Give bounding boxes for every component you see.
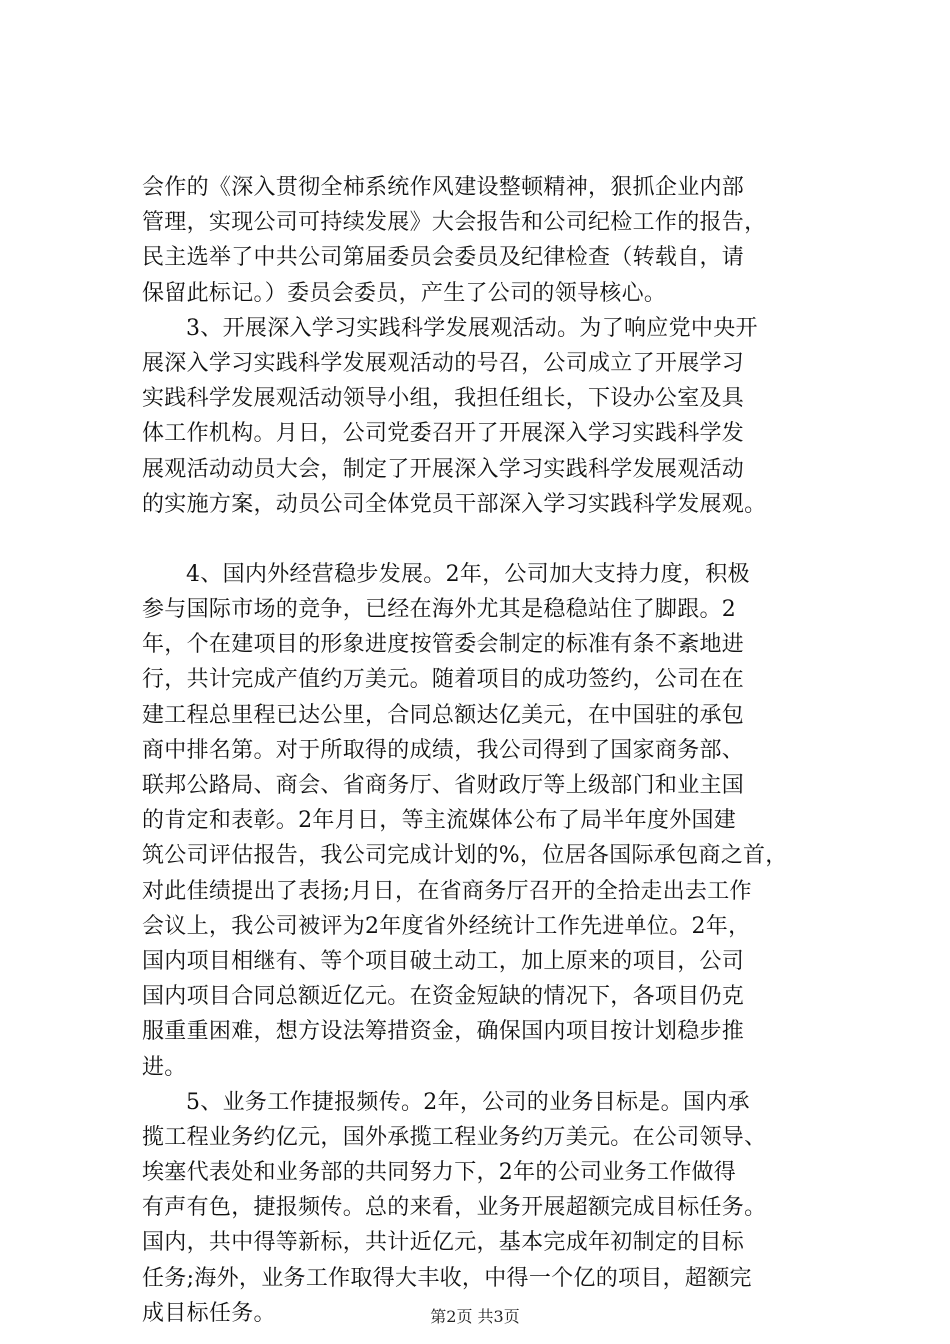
page-footer: 第2页 共3页 bbox=[430, 1307, 520, 1326]
text-line: 有声有色，捷报频传。总的来看，业务开展超额完成目标任务。 bbox=[142, 1195, 767, 1221]
text-line: 参与国际市场的竞争，已经在海外尤其是稳稳站住了脚跟。2 bbox=[142, 597, 737, 623]
text-line: 埃塞代表处和业务部的共同努力下，2年的公司业务工作做得 bbox=[142, 1160, 737, 1186]
text-line: 展深入学习实践科学发展观活动的号召，公司成立了开展学习 bbox=[142, 350, 745, 376]
text-line: 会作的《深入贯彻全柿系统作风建设整顿精神，狠抓企业内部 bbox=[142, 175, 745, 200]
text-line: 筑公司评估报告，我公司完成计划的%，位居各国际承包商之首， bbox=[142, 843, 788, 869]
text-line: 任务;海外，业务工作取得大丰收，中得一个亿的项目，超额完 bbox=[142, 1265, 752, 1291]
text-line: 会议上，我公司被评为2年度省外经统计工作先进单位。2年， bbox=[142, 913, 751, 939]
text-line: 的肯定和表彰。2年月日，等主流媒体公布了局半年度外国建 bbox=[142, 808, 737, 834]
text-line: 联邦公路局、商会、省商务厅、省财政厅等上级部门和业主国 bbox=[142, 773, 745, 798]
paragraph-1 bbox=[142, 170, 842, 311]
text-line: 年，个在建项目的形象进度按管委会制定的标准有条不紊地进 bbox=[142, 632, 745, 658]
text-line: 民主选举了中共公司第届委员会委员及纪律检查（转载自，请 bbox=[142, 245, 745, 271]
paragraph-4 bbox=[142, 1085, 842, 1331]
text-line: 建工程总里程已达公里，合同总额达亿美元，在中国驻的承包 bbox=[142, 702, 745, 728]
paragraph-2 bbox=[142, 311, 842, 522]
text-line: 进。 bbox=[142, 1054, 187, 1080]
paragraph-gap bbox=[142, 522, 842, 557]
text-line: 的实施方案，动员公司全体党员干部深入学习实践科学发展观。 bbox=[142, 491, 767, 517]
text-line: 展观活动动员大会，制定了开展深入学习实践科学发展观活动 bbox=[142, 456, 745, 482]
text-line: 管理，实现公司可持续发展》大会报告和公司纪检工作的报告， bbox=[142, 210, 767, 236]
text-line: 保留此标记。）委员会委员，产生了公司的领导核心。 bbox=[142, 280, 667, 306]
text-line: 商中排名第。对于所取得的成绩，我公司得到了国家商务部、 bbox=[142, 737, 745, 763]
text-line: 国内项目相继有、等个项目破土动工，加上原来的项目，公司 bbox=[142, 948, 745, 974]
text-line: 4、国内外经营稳步发展。2年，公司加大支持力度，积极 bbox=[186, 561, 750, 587]
text-line: 3、开展深入学习实践科学发展观活动。为了响应党中央开 bbox=[186, 315, 758, 341]
text-line: 揽工程业务约亿元，国外承揽工程业务约万美元。在公司领导、 bbox=[142, 1124, 767, 1150]
text-line: 行，共计完成产值约万美元。随着项目的成功签约，公司在在 bbox=[142, 667, 745, 693]
text-line: 国内，共中得等新标，共计近亿元，基本完成年初制定的目标 bbox=[142, 1230, 745, 1256]
text-line: 对此佳绩提出了表扬;月日，在省商务厅召开的全拾走出去工作 bbox=[142, 878, 752, 904]
text-line: 国内项目合同总额近亿元。在资金短缺的情况下，各项目仍克 bbox=[142, 984, 745, 1010]
text-line: 5、业务工作捷报频传。2年，公司的业务目标是。国内承 bbox=[186, 1089, 750, 1115]
text-line: 实践科学发展观活动领导小组，我担任组长，下设办公室及具 bbox=[142, 386, 745, 412]
text-line: 成目标任务。 bbox=[142, 1300, 276, 1326]
text-line: 体工作机构。月日，公司党委召开了开展深入学习实践科学发 bbox=[142, 421, 745, 447]
document-body bbox=[142, 170, 842, 1331]
text-line: 服重重困难，想方设法筹措资金，确保国内项目按计划稳步推 bbox=[142, 1019, 745, 1045]
paragraph-3 bbox=[142, 557, 842, 1085]
